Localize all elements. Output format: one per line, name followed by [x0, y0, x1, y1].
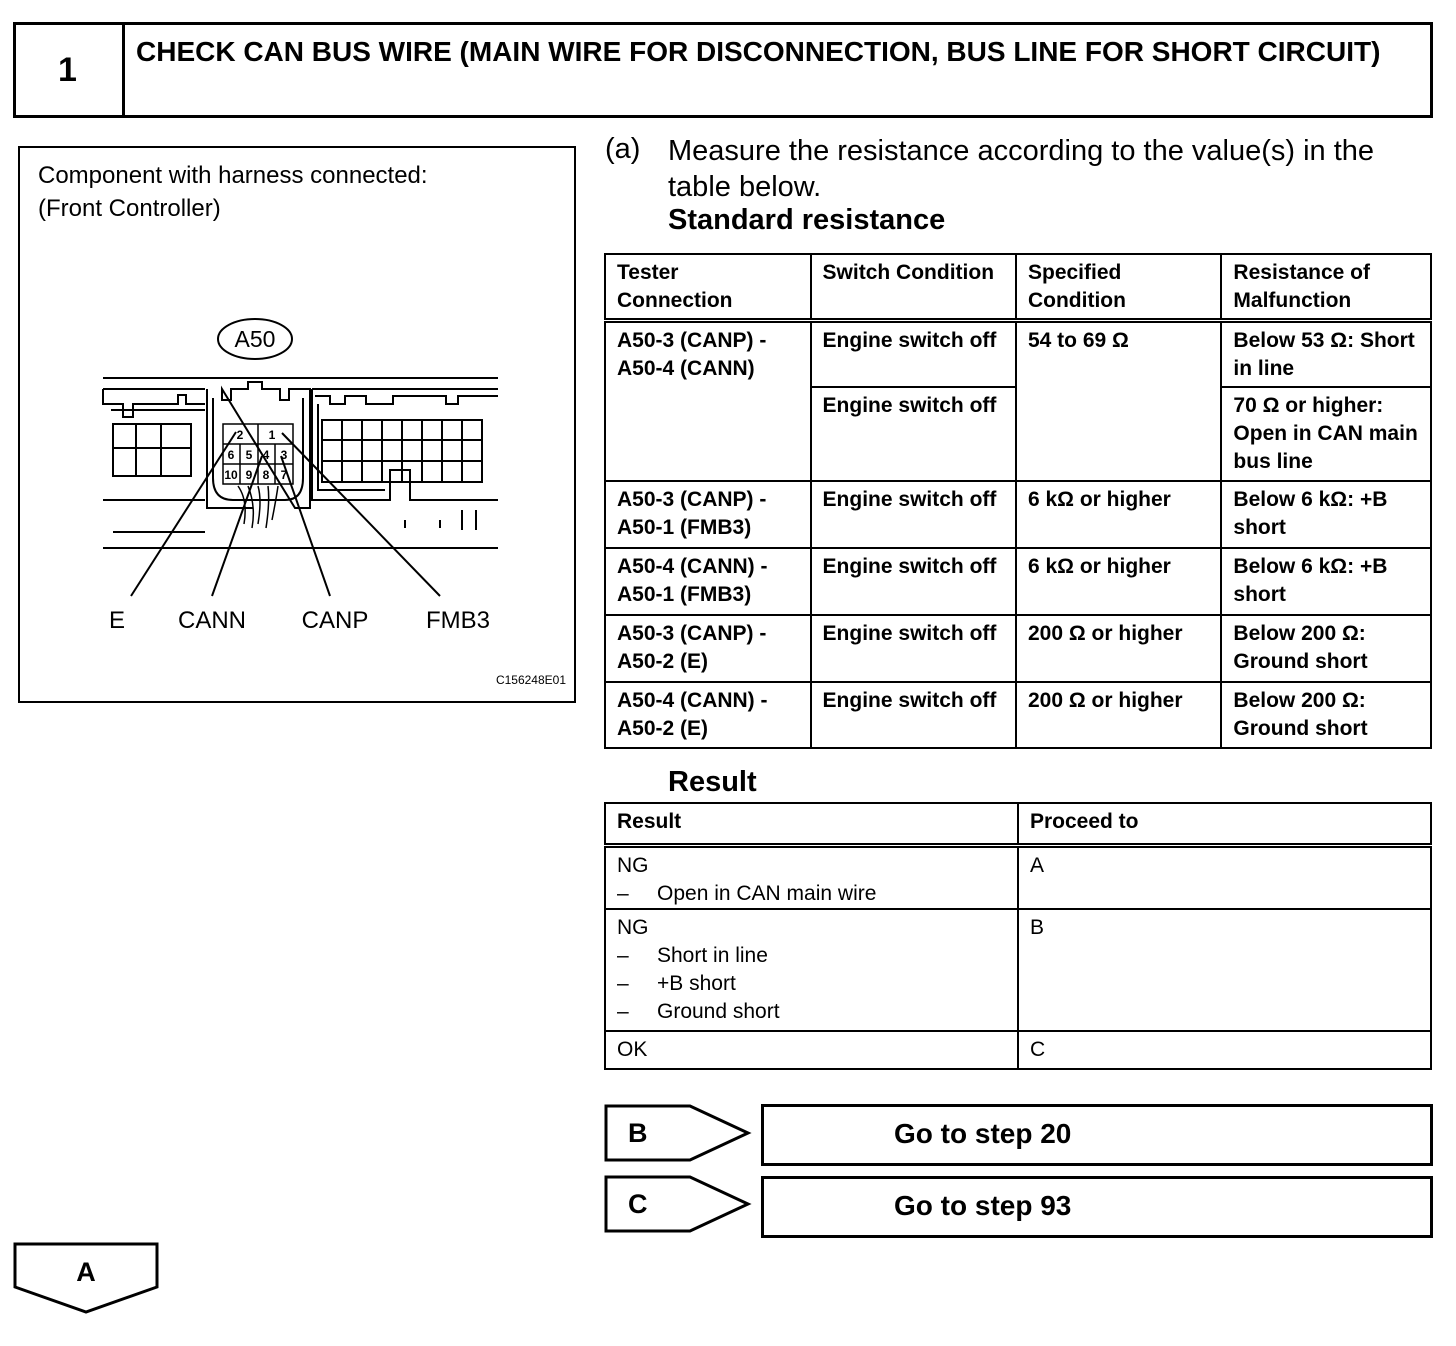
branch-b-label: B	[628, 1118, 648, 1148]
specified-condition: 6 kΩ or higher	[1016, 481, 1221, 548]
malfunction-resistance: Below 53 Ω: Short in line	[1221, 320, 1431, 387]
tester-connection: A50-4 (CANN) - A50-1 (FMB3)	[605, 548, 811, 615]
malfunction-resistance: Below 200 Ω: Ground short	[1221, 682, 1431, 748]
tester-connection: A50-3 (CANP) - A50-1 (FMB3)	[605, 481, 811, 548]
dash-bullet: –	[617, 1000, 629, 1023]
substep-text: Measure the resistance according to the value(s) in the table below.	[668, 135, 1375, 203]
malfunction-resistance: Below 6 kΩ: +B short	[1221, 548, 1431, 615]
table-row	[605, 909, 1431, 1031]
proceed-to: A	[1018, 845, 1431, 909]
switch-condition: Engine switch off	[811, 682, 1016, 748]
column-header: Specified Condition	[1016, 254, 1221, 320]
switch-condition: Engine switch off	[811, 320, 1016, 387]
result-cell	[605, 845, 1018, 909]
branch-a-label: A	[76, 1257, 96, 1287]
dash-bullet: –	[617, 881, 629, 905]
column-header: Resistance of Malfunction	[1221, 254, 1431, 320]
switch-condition: Engine switch off	[811, 548, 1016, 615]
specified-condition: 200 Ω or higher	[1016, 615, 1221, 682]
figure-code: C156248E01	[495, 673, 566, 687]
malfunction-resistance: Below 200 Ω: Ground short	[1221, 615, 1431, 682]
pin-label: 9	[245, 468, 253, 482]
go-to-step-93-link[interactable]: Go to step 93	[761, 1176, 1433, 1238]
navigation-arrows	[0, 1090, 760, 1346]
step-number: 1	[13, 22, 125, 118]
pin-label: 10	[224, 468, 238, 482]
table-header-row	[605, 803, 1431, 845]
malfunction-resistance: 70 Ω or higher: Open in CAN main bus line	[1221, 387, 1431, 481]
go-to-step-20-link[interactable]: Go to step 20	[761, 1104, 1433, 1166]
leader-label-canp: CANP	[301, 607, 369, 634]
result-detail: – +B short	[617, 970, 1006, 998]
proceed-to: B	[1018, 909, 1431, 1031]
table-row	[605, 615, 1431, 682]
result-title: Result	[668, 766, 757, 798]
column-header: Switch Condition	[811, 254, 1016, 320]
tester-connection: A50-3 (CANP) - A50-4 (CANN)	[605, 320, 811, 481]
standard-resistance-title: Standard resistance	[668, 204, 946, 236]
column-header: Result	[605, 803, 1018, 845]
specified-condition: 54 to 69 Ω	[1016, 320, 1221, 481]
standard-resistance-table	[604, 253, 1432, 749]
pin-label: 3	[280, 448, 288, 462]
table-row	[605, 1031, 1431, 1069]
connector-id-label: A50	[234, 326, 276, 352]
connector-diagram	[0, 0, 600, 720]
table-row	[605, 548, 1431, 615]
step-title: CHECK CAN BUS WIRE (MAIN WIRE FOR DISCONNECTION, BUS LINE FOR SHORT CIRCUIT)	[136, 36, 1381, 67]
pin-label: 2	[236, 428, 244, 442]
substep-marker: (a)	[605, 133, 641, 165]
figure-caption: Component with harness connected:	[38, 162, 428, 189]
result-cell	[605, 909, 1018, 1031]
pin-label: 8	[262, 468, 270, 482]
table-row	[605, 845, 1431, 909]
table-header-row	[605, 254, 1431, 320]
column-header: Proceed to	[1018, 803, 1431, 845]
specified-condition: 200 Ω or higher	[1016, 682, 1221, 748]
branch-c-label: C	[628, 1189, 648, 1219]
result-table	[604, 802, 1432, 1070]
switch-condition: Engine switch off	[811, 615, 1016, 682]
result-value: OK	[605, 1031, 1018, 1069]
result-detail: – Short in line	[617, 942, 1006, 970]
pin-label: 4	[262, 448, 270, 462]
column-header: Tester Connection	[605, 254, 811, 320]
tester-connection: A50-4 (CANN) - A50-2 (E)	[605, 682, 811, 748]
proceed-to: C	[1018, 1031, 1431, 1069]
leader-label-fmb3: FMB3	[425, 607, 491, 634]
pin-label: 7	[280, 468, 288, 482]
table-row	[605, 320, 1431, 387]
switch-condition: Engine switch off	[811, 481, 1016, 548]
table-row	[605, 481, 1431, 548]
dash-bullet: –	[617, 972, 629, 995]
tester-connection: A50-3 (CANP) - A50-2 (E)	[605, 615, 811, 682]
switch-condition: Engine switch off	[811, 387, 1016, 481]
result-value: NG	[617, 916, 649, 939]
result-detail: – Open in CAN main wire	[617, 880, 1006, 908]
pin-label: 1	[268, 428, 276, 442]
leader-label-e: E	[108, 607, 126, 634]
specified-condition: 6 kΩ or higher	[1016, 548, 1221, 615]
result-detail: – Ground short	[617, 998, 1006, 1026]
table-row	[605, 682, 1431, 748]
pin-label: 6	[227, 448, 235, 462]
dash-bullet: –	[617, 944, 629, 967]
result-value: NG	[617, 853, 649, 877]
leader-label-cann: CANN	[177, 607, 247, 634]
figure-caption-sub: (Front Controller)	[38, 195, 221, 222]
pin-label: 5	[245, 448, 253, 462]
malfunction-resistance: Below 6 kΩ: +B short	[1221, 481, 1431, 548]
